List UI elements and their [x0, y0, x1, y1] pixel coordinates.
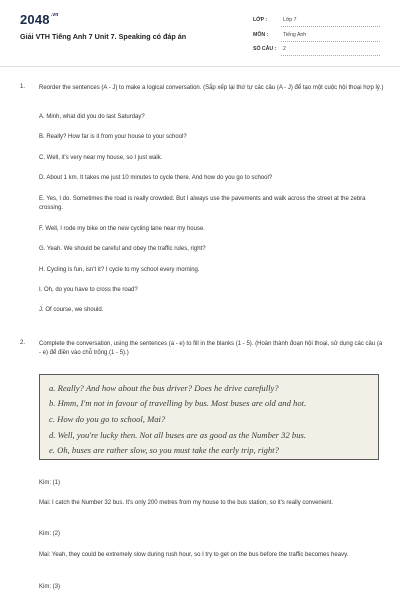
- logo-text: 2048: [20, 12, 50, 27]
- logo-domain: .vn: [50, 12, 59, 18]
- meta-subject-underline: [281, 41, 380, 42]
- q1-option-h: H. Cycling is fun, isn't it? I cycle to my school every morning.: [39, 267, 200, 273]
- conversation-line-2: Mai: I catch the Number 32 bus. It's only 200 metres from my house to the bus station, so it's really convenient.: [39, 500, 334, 506]
- site-logo[interactable]: [20, 12, 59, 27]
- question-2-number: 2.: [20, 340, 26, 346]
- meta-subject-label: MÔN :: [253, 32, 269, 38]
- conversation-line-5: Kim: (3): [39, 584, 60, 590]
- meta-class-label: LỚP :: [253, 17, 268, 23]
- meta-class-value: Lớp 7: [283, 17, 297, 23]
- conversation-line-3: Kim: (2): [39, 531, 60, 537]
- q1-option-a: A. Minh, what did you do last Saturday?: [39, 114, 145, 120]
- q1-option-g: G. Yeah. We should be careful and obey the traffic rules, right?: [39, 246, 206, 252]
- meta-count-value: 2: [283, 46, 286, 52]
- q1-option-d: D. About 1 km. It takes me just 10 minutes to cycle there. And how do you go to school?: [39, 175, 273, 181]
- conversation-line-1: Kim: (1): [39, 480, 60, 486]
- meta-class-row: [253, 15, 380, 27]
- meta-class-underline: [281, 26, 380, 27]
- question-2-text: Complete the conversation, using the sentences (a - e) to fill in the blanks (1 - 5). (Hoàn thành đoạn hội thoại, sử dụng các câu (a - e) để điền vào chỗ trống (1 - 5).): [39, 341, 383, 356]
- box-sentence-b: b. Hmm, I'm not in favour of travelling by bus. Most buses are old and hot.: [49, 398, 307, 408]
- box-sentence-c: c. How do you go to school, Mai?: [49, 414, 166, 424]
- sentence-options-box: [39, 374, 379, 460]
- question-1-text: Reorder the sentences (A - J) to make a logical conversation. (Sắp xếp lại thứ tự các câu (A - J) để tạo một cuộc hội thoại hợp lý.): [39, 85, 384, 91]
- box-sentence-e: e. Oh, buses are rather slow, so you must take the early trip, right?: [49, 445, 279, 455]
- box-sentence-d: d. Well, you're lucky then. Not all buses are as good as the Number 32 bus.: [49, 430, 306, 440]
- question-1-number: 1.: [20, 84, 26, 90]
- meta-count-row: [253, 44, 380, 56]
- page-header: [0, 0, 400, 66]
- q1-option-b: B. Really? How far is it from your house to your school?: [39, 134, 187, 140]
- header-divider: [0, 66, 400, 67]
- q1-option-j: J. Of course, we should.: [39, 307, 104, 313]
- meta-subject-value: Tiếng Anh: [283, 32, 307, 38]
- conversation-line-4: Mai: Yeah, they could be extremely slow during rush hour, so I try to get on the bus before the traffic becomes heavy.: [39, 552, 349, 558]
- box-sentence-a: a. Really? And how about the bus driver? Does he drive carefully?: [49, 383, 279, 393]
- meta-count-underline: [281, 55, 380, 56]
- q1-option-e: E. Yes, I do. Sometimes the road is really crowded. But I always use the pavements and walk across the street at the zebra crossing.: [39, 196, 366, 211]
- q1-option-c: C. Well, it's very near my house, so I just walk.: [39, 155, 163, 161]
- q1-option-i: I. Oh, do you have to cross the road?: [39, 287, 138, 293]
- meta-count-label: SỐ CÂU :: [253, 46, 277, 52]
- q1-option-f: F. Well, I rode my bike on the new cycling lane near my house.: [39, 226, 205, 232]
- document-title: Giải VTH Tiếng Anh 7 Unit 7. Speaking có đáp án: [20, 32, 187, 41]
- meta-subject-row: [253, 30, 380, 42]
